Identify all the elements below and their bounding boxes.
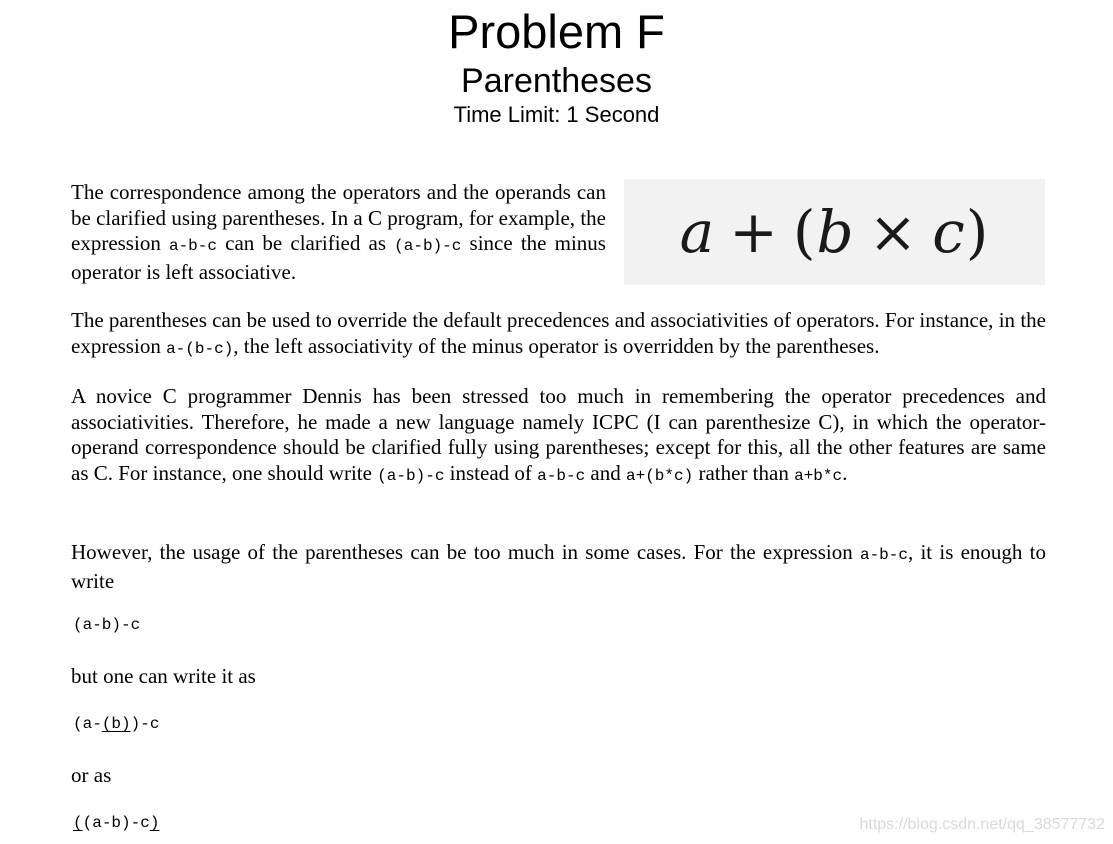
paragraph-icpc — [71, 384, 1046, 489]
paragraph-however — [71, 540, 1046, 594]
problem-title: Problem F — [448, 5, 665, 58]
paragraph-but: but one can write it as — [71, 664, 256, 688]
text: , it is enough to write — [71, 540, 1046, 593]
code-example-2 — [73, 715, 159, 733]
code-example-3 — [73, 814, 159, 832]
inline-code: a-b-c — [859, 546, 908, 564]
text: can be clarified as — [216, 231, 395, 255]
text: since the minus operator is left associative. — [71, 231, 606, 284]
code-text: (a- — [73, 715, 102, 733]
formula-var: a — [679, 198, 716, 266]
text: The parentheses can be used to override the default precedences and associativities of operators. For instance, in the expression — [71, 308, 1046, 358]
inline-code: a+b*c — [794, 466, 843, 485]
formula-operator: + — [729, 198, 779, 266]
text: , the left associativity of the minus operator is overridden by the parentheses. — [233, 333, 880, 358]
problem-subtitle: Parentheses — [461, 62, 652, 100]
formula — [680, 198, 990, 266]
inline-code: a+(b*c) — [626, 466, 694, 485]
text: The correspondence among the operators and the operands can be clarified using parentheses. In a C program, for example, the expression — [71, 180, 606, 255]
text: and — [585, 460, 626, 485]
text: instead of — [444, 460, 538, 485]
watermark: https://blog.csdn.net/qq_38577732 — [859, 816, 1105, 833]
text: A novice C programmer Dennis has been stressed too much in remembering the operator precedences and associativities. Therefore, he made a new language namely ICPC (I can parenthesize C), in which the operator-operand correspondence should be clarified fully using parentheses; except for this, all the other features are same as C. For instance, one should write — [71, 384, 1046, 485]
formula-paren: ( — [792, 198, 817, 266]
inline-code: a-b-c — [537, 466, 586, 485]
code-example-1: (a-b)-c — [73, 616, 141, 634]
formula-paren: ) — [965, 198, 990, 266]
text: rather than — [693, 460, 795, 485]
formula-var: c — [932, 198, 966, 266]
paragraph-or: or as — [71, 763, 112, 787]
inline-code: a-b-c — [168, 237, 217, 255]
inline-code: (a-b)-c — [377, 466, 445, 485]
formula-operator: × — [868, 198, 919, 266]
code-underlined: ) — [149, 814, 160, 832]
code-underlined: (b) — [101, 715, 131, 733]
code-text: (a-b)-c — [82, 814, 150, 832]
inline-code: (a-b)-c — [394, 237, 462, 255]
code-underlined: ( — [73, 814, 83, 832]
text: . — [842, 460, 848, 485]
inline-code: a-(b-c) — [166, 339, 234, 358]
code-text: )-c — [130, 715, 160, 733]
text: However, the usage of the parentheses can be too much in some cases. For the expression — [71, 540, 860, 564]
intro-paragraph — [71, 180, 606, 285]
formula-image — [624, 179, 1045, 285]
paragraph-override — [71, 308, 1046, 362]
formula-var: b — [816, 198, 855, 266]
time-limit: Time Limit: 1 Second — [453, 102, 660, 127]
